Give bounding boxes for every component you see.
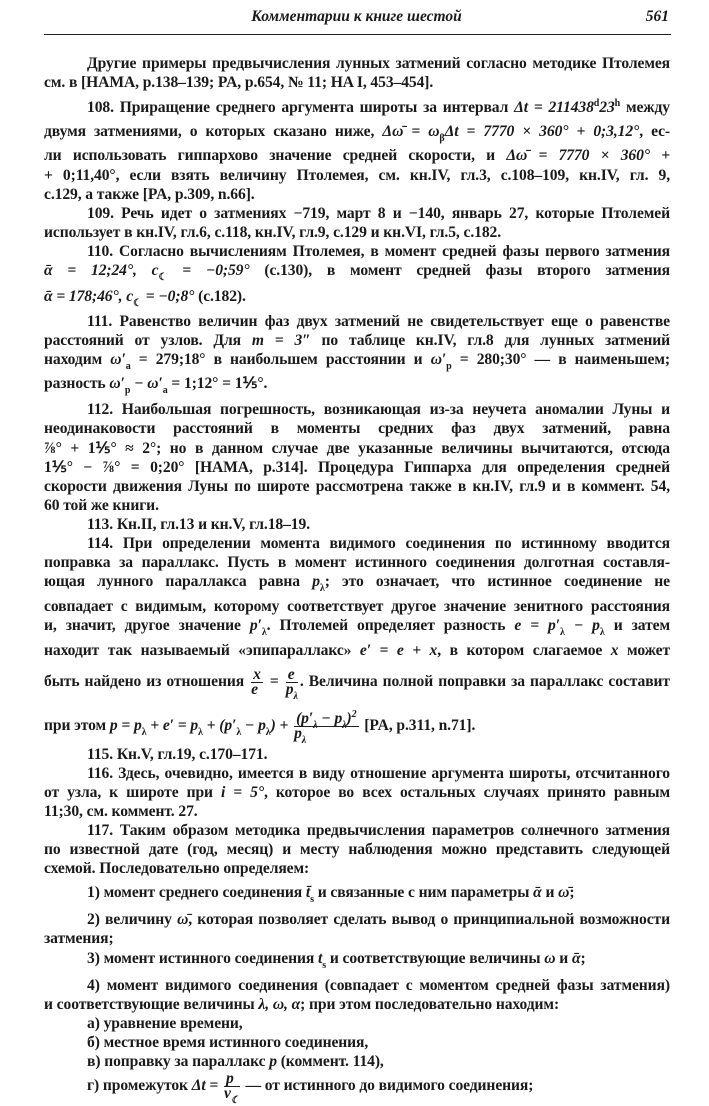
step-4: 4) момент видимого соединения (совпадает с моментом средней фазы затмения) <box>87 977 670 994</box>
parallax-formula: при этом $p = p_\lambda + e' = p_\lambda + (p'_\lambda - p_\lambda)$ + $\frac{(p'_\lambda - p_\lambda)^2}{p_\lambda}$ [PA, p.311, n.71]. <box>44 709 476 746</box>
text-line: с.129, а также [PA, p.309, n.66]. <box>44 186 255 203</box>
fraction-squared-over-p: $\frac{(p'_\lambda - p_\lambda)^2}{p_\lambda}$ <box>294 709 357 746</box>
text-line: использует в кн.IV, гл.6, с.118, кн.IV, гл.9, с.129 и кн.VI, гл.5, с.182. <box>44 224 502 241</box>
step-4b: б) местное время истинного соединения, <box>87 1034 369 1051</box>
comment-109: 109. Речь идет о затмениях −719, март 8 и −140, январь 27, которые Птолемей <box>87 205 670 222</box>
text-line: ющая лунного параллакса равна $p_\lambda$; это означает, что истинное соединение не <box>44 573 670 594</box>
comment-117: 117. Таким образом методика предвычисления параметров солнечного затмения <box>87 822 670 839</box>
text-line: двумя затмениями, о которых сказано ниже, Δω̄ = $\omega_\beta\Delta t = 7770 \times 360^\circ$ + 0;3,12°, ес- <box>44 123 670 144</box>
step-4a: а) уравнение времени, <box>87 1015 243 1032</box>
text-line: от узла, к широте при i = 5°, которое во всех остальных случаях принято равным <box>44 784 671 801</box>
fraction-p-over-v: $\frac{p}{v_☾}$ <box>224 1070 240 1106</box>
step-4c: в) поправку за параллакс p (коммент. 114), <box>87 1053 384 1070</box>
comment-115: 115. Кн.V, гл.19, с.170–171. <box>87 746 268 763</box>
text-line: поправка за параллакс. Пусть в момент истинного соединения долготная составля- <box>44 554 670 571</box>
text-line: затмения; <box>44 930 114 947</box>
text-line: и, значит, другое значение $p'_\lambda$. Птолемей определяет разность $e = p'_\lambda - p_\lambda$ и затем <box>44 617 670 638</box>
comment-113: 113. Кн.II, гл.13 и кн.V, гл.18–19. <box>87 516 310 533</box>
text-line: по известной дате (год, месяц) и месту наблюдения можно представить следующей <box>44 841 670 858</box>
text-line: ᾱ = 12;24°, $c_☾$ = −0;59° (с.130), в момент средней фазы второго затмения <box>44 262 670 283</box>
page-header <box>44 6 669 32</box>
comment-111: 111. Равенство величин фаз двух затмений не свидетельствует еще о равенстве <box>87 313 670 330</box>
step-2: 2) величину ω̄, которая позволяет сделать вывод о принципиальной возможности <box>87 911 670 928</box>
comment-110: 110. Согласно вычислениям Птолемея, в момент средней фазы первого затмения <box>87 243 670 260</box>
comment-114: 114. При определении момента видимого соединения по истинному вводится <box>87 535 670 552</box>
text-line: быть найдено из отношения $\frac{x}{e}$ = $\frac{e}{p_\lambda}$ . Величина полной поправки за параллакс составит <box>44 666 670 702</box>
fraction-e-over-p: $\frac{e}{p_\lambda}$ <box>285 666 298 702</box>
comment-112: 112. Наибольшая погрешность, возникающая из-за неучета аномалии Луны и <box>87 401 670 418</box>
text-line: 1⅕° − ⅞° = 0;20° [HAMA, p.314]. Процедура Гиппарха для определения средней <box>44 459 670 476</box>
text-line: см. в [HAMA, p.138–139; PA, p.654, № 11; HA I, 453–454]. <box>44 74 434 91</box>
text-line: разность $\omega'_p - \omega'_a$ = 1;12° = 1⅕°. <box>44 375 268 396</box>
text-line: скорости движения Луны по широте рассмотрена также в кн.IV, гл.9 и в коммент. 54, <box>44 478 670 495</box>
step-3: 3) момент истинного соединения $t_s$ и соответствующие величины ω и ᾱ; <box>87 950 586 971</box>
text-line: и соответствующие величины λ, ω, α; при этом последовательно находим: <box>44 996 560 1013</box>
comment-108: 108. Приращение среднего аргумента широты за интервал $\Delta t = 211438^d23^h$ между <box>87 98 670 116</box>
text-line: 60 той же книги. <box>44 497 159 514</box>
text-line: Другие примеры предвычисления лунных затмений согласно методике Птолемея <box>87 55 670 72</box>
running-title: Комментарии к книге шестой <box>251 8 462 25</box>
header-rule <box>44 34 671 35</box>
text-line: схемой. Последовательно определяем: <box>44 860 310 877</box>
text-line: ⅞° + 1⅕° ≈ 2°; но в данном случае две указанные величины вычитаются, отсюда <box>44 440 670 457</box>
text-line: находим $\omega'_a$ = 279;18° в наибольшем расстоянии и $\omega'_p$ = 280;30° — в наименьшем; <box>44 351 670 372</box>
text-line: расстояний от узлов. Для m = 3″ по таблице кн.IV, гл.8 для лунных затмений <box>44 332 670 349</box>
page-number: 561 <box>645 8 669 25</box>
step-4d: г) промежуток Δt = $\frac{p}{v_☾}$ — от истинного до видимого соединения; <box>87 1070 534 1106</box>
step-1: 1) момент среднего соединения $t̄_s$ и связанные с ним параметры ᾱ и ω̄; <box>87 884 575 905</box>
text-line: неодинаковости расстояний в моменты средних фаз двух затмений, равна <box>44 420 670 437</box>
text-line: ᾱ = 178;46°, $c_☾$ = −0;8° (с.182). <box>44 288 246 309</box>
text-line: ли использовать гиппархово значение средней скорости, и Δω̄ = 7770 × 360° + <box>44 147 670 164</box>
text-line: совпадает с видимым, которому соответствует другое значение зенитного расстояния <box>44 598 670 615</box>
text-line: 11;30, см. коммент. 27. <box>44 803 198 820</box>
comment-116: 116. Здесь, очевидно, имеется в виду отношение аргумента широты, отсчитанного <box>87 765 670 782</box>
fraction-x-over-e: $\frac{x}{e}$ <box>251 666 261 698</box>
text-line: находит так называемый «эпипараллакс» e′ = e + x, в котором слагаемое x может <box>44 642 671 659</box>
text-line: + 0;11,40°, если взять величину Птолемея, см. кн.IV, гл.3, с.108–109, кн.IV, гл. 9, <box>44 167 670 184</box>
